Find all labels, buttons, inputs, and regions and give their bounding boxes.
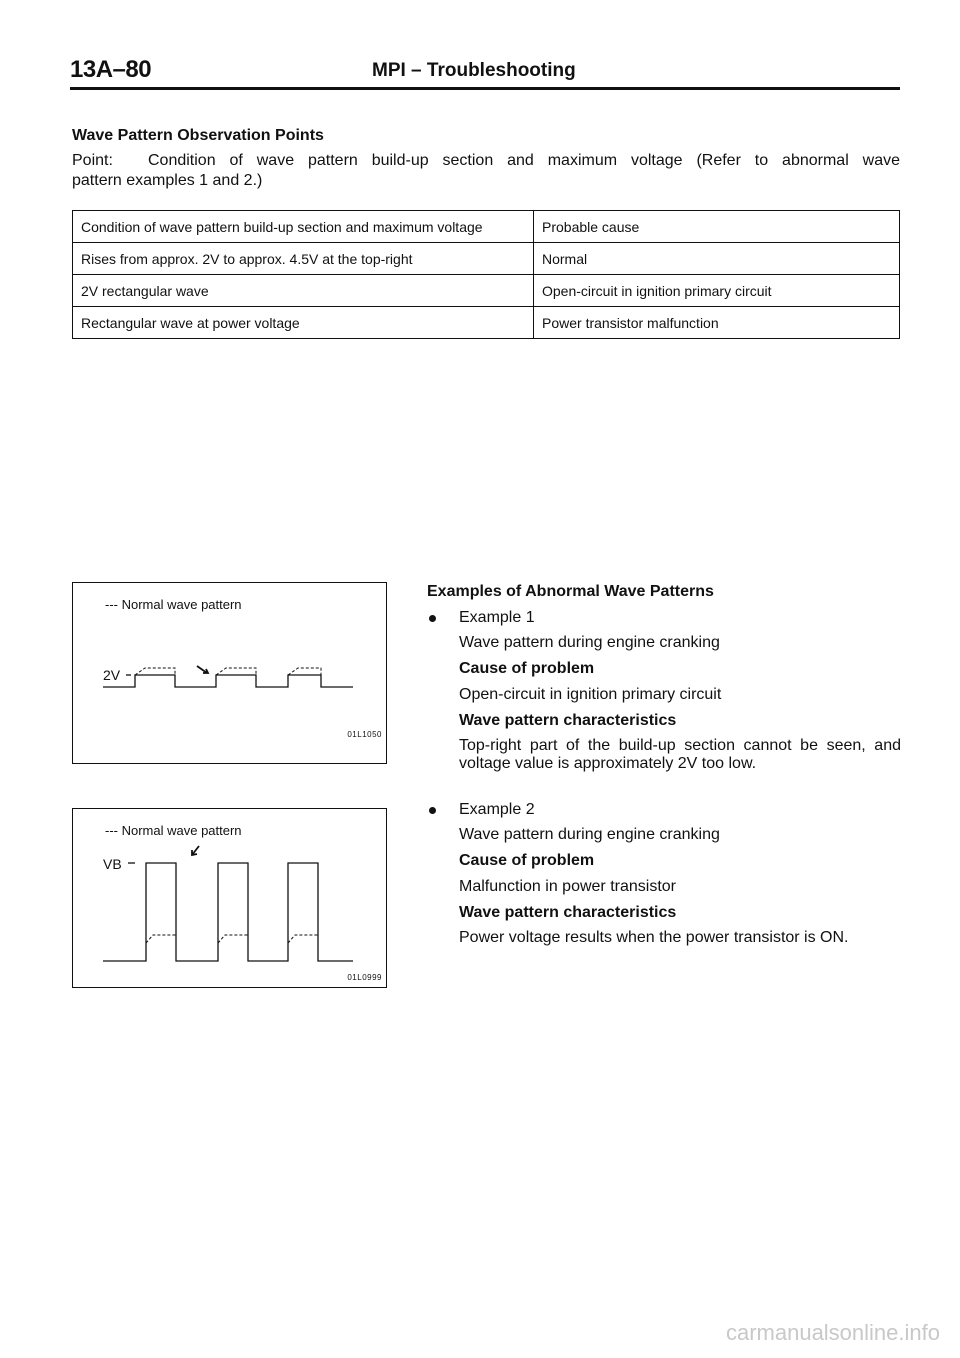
page-title: MPI – Troubleshooting	[372, 60, 576, 81]
characteristics-heading: Wave pattern characteristics	[459, 904, 677, 921]
normal-wave-trace	[135, 668, 175, 675]
table-cell: 2V rectangular wave	[73, 275, 534, 307]
table-cell: Rises from approx. 2V to approx. 4.5V at the top-right	[73, 243, 534, 275]
normal-wave-trace	[218, 935, 248, 943]
cause-table	[72, 210, 900, 339]
section-heading: Wave Pattern Observation Points	[72, 127, 324, 144]
point-text-line1	[72, 152, 900, 170]
example-title-text: Example 2	[459, 801, 535, 818]
table-row	[73, 275, 900, 307]
example-title-text: Example 1	[459, 609, 535, 626]
example-cause: Open-circuit in ignition primary circuit	[459, 686, 722, 703]
normal-wave-trace	[288, 935, 318, 943]
table-row	[73, 243, 900, 275]
example-condition: Wave pattern during engine cranking	[459, 826, 720, 843]
example-characteristics: Power voltage results when the power transistor is ON.	[459, 929, 849, 946]
point-label: Point:	[72, 152, 113, 169]
arrow-icon	[192, 846, 199, 855]
example-cause: Malfunction in power transistor	[459, 878, 676, 895]
bullet-icon	[429, 615, 436, 622]
table-header-cell: Condition of wave pattern build-up section and maximum voltage	[73, 211, 534, 243]
table-cell: Open-circuit in ignition primary circuit	[534, 275, 900, 307]
normal-wave-trace	[216, 668, 256, 675]
table-row	[73, 307, 900, 339]
table-header-cell: Probable cause	[534, 211, 900, 243]
header-rule	[70, 87, 900, 90]
wave-diagram	[73, 809, 386, 987]
wave-figure-example-1	[72, 582, 387, 764]
cause-heading: Cause of problem	[459, 660, 595, 677]
wave-trace	[103, 863, 353, 961]
wave-figure-example-2	[72, 808, 387, 988]
example-characteristics: Top-right part of the build-up section cannot be seen, and voltage value is approximately 2V too low.	[459, 737, 901, 772]
table-header-row	[73, 211, 900, 243]
arrow-icon	[197, 666, 208, 673]
table-cell: Rectangular wave at power voltage	[73, 307, 534, 339]
example-title	[427, 801, 901, 819]
examples-section	[427, 583, 901, 947]
bullet-icon	[429, 807, 436, 814]
figure-caption: --- Normal wave pattern	[105, 823, 242, 838]
level-label: 2V	[103, 667, 121, 683]
table-cell: Normal	[534, 243, 900, 275]
normal-wave-trace	[288, 668, 321, 675]
example-condition: Wave pattern during engine cranking	[459, 634, 720, 651]
characteristics-heading: Wave pattern characteristics	[459, 712, 677, 729]
level-label: VB	[103, 856, 122, 872]
point-text-line2: pattern examples 1 and 2.)	[72, 172, 263, 189]
cause-heading: Cause of problem	[459, 852, 595, 869]
example-title	[427, 609, 901, 627]
point-text: Condition of wave pattern build-up section and maximum voltage (Refer to abnormal wave	[148, 152, 900, 169]
figure-caption: --- Normal wave pattern	[105, 597, 242, 612]
page-number: 13A–80	[70, 56, 152, 83]
normal-wave-trace	[146, 935, 176, 943]
examples-heading: Examples of Abnormal Wave Patterns	[427, 583, 714, 600]
table-cell: Power transistor malfunction	[534, 307, 900, 339]
figure-code: 01L0999	[347, 973, 382, 982]
wave-trace	[103, 675, 353, 687]
figure-code: 01L1050	[347, 730, 382, 739]
watermark: carmanualsonline.info	[725, 1320, 940, 1345]
